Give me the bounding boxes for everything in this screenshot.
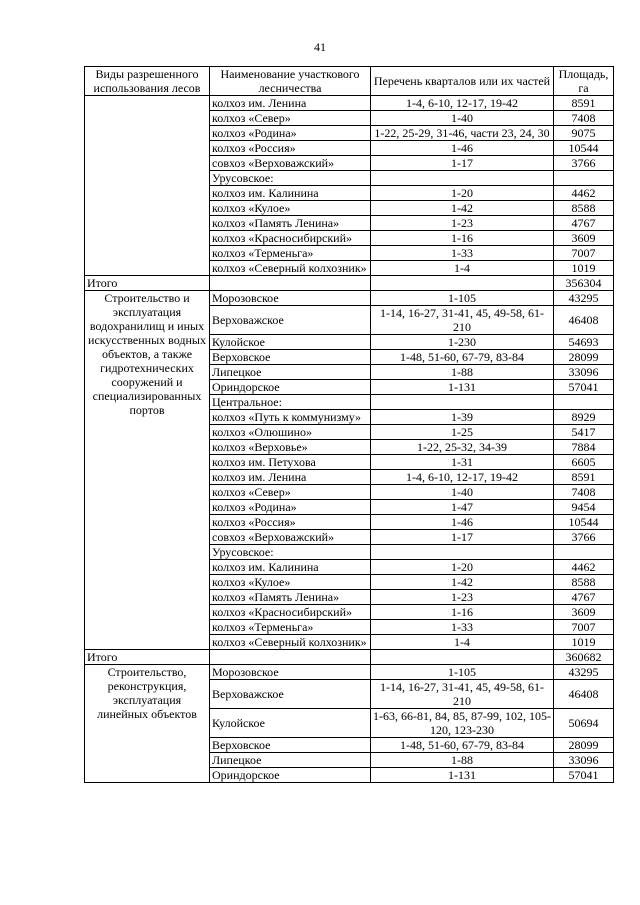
forestry-name-cell: Липецкое (210, 365, 371, 380)
table-body (85, 96, 614, 783)
area-cell: 10544 (554, 515, 614, 530)
area-cell: 3766 (554, 530, 614, 545)
forestry-name-cell: Урусовское: (210, 171, 371, 186)
quarters-cell: 1-4, 6-10, 12-17, 19-42 (371, 470, 554, 485)
quarters-cell: 1-22, 25-29, 31-46, части 23, 24, 30 (371, 126, 554, 141)
forestry-name-cell: колхоз «Верховье» (210, 440, 371, 455)
area-cell: 3766 (554, 156, 614, 171)
quarters-cell: 1-42 (371, 201, 554, 216)
use-type-cell: Строительство, реконструкция, эксплуатация линейных объектов (85, 665, 210, 783)
area-cell (554, 395, 614, 410)
area-cell: 4767 (554, 216, 614, 231)
area-cell: 7007 (554, 246, 614, 261)
quarters-cell: 1-4, 6-10, 12-17, 19-42 (371, 96, 554, 111)
area-cell: 46408 (554, 680, 614, 709)
forestry-name-cell: колхоз «Кулое» (210, 575, 371, 590)
quarters-cell: 1-88 (371, 753, 554, 768)
forestry-name-cell: колхоз «Память Ленина» (210, 216, 371, 231)
area-cell: 4462 (554, 186, 614, 201)
quarters-cell: 1-17 (371, 530, 554, 545)
quarters-cell: 1-105 (371, 665, 554, 680)
forestry-name-cell: Верховское (210, 738, 371, 753)
quarters-cell: 1-131 (371, 380, 554, 395)
quarters-cell: 1-46 (371, 141, 554, 156)
forestry-name-cell: колхоз «Россия» (210, 141, 371, 156)
forestry-name-cell: Верховажское (210, 306, 371, 335)
forest-use-table (84, 66, 614, 783)
quarters-cell: 1-230 (371, 335, 554, 350)
quarters-cell: 1-31 (371, 455, 554, 470)
forestry-name-cell: колхоз «Терменьга» (210, 620, 371, 635)
table-row (85, 665, 614, 680)
area-cell: 7408 (554, 111, 614, 126)
area-cell: 28099 (554, 350, 614, 365)
quarters-cell: 1-48, 51-60, 67-79, 83-84 (371, 350, 554, 365)
area-cell: 46408 (554, 306, 614, 335)
area-cell (554, 545, 614, 560)
forestry-name-cell: Липецкое (210, 753, 371, 768)
forestry-name-cell: колхоз «Красносибирский» (210, 231, 371, 246)
forestry-name-cell: колхоз «Родина» (210, 126, 371, 141)
area-cell: 9075 (554, 126, 614, 141)
forestry-name-cell: колхоз «Путь к коммунизму» (210, 410, 371, 425)
total-row (85, 276, 614, 291)
area-cell: 33096 (554, 753, 614, 768)
forestry-name-cell: колхоз «Память Ленина» (210, 590, 371, 605)
forestry-name-cell: Морозовское (210, 665, 371, 680)
quarters-cell: 1-88 (371, 365, 554, 380)
area-cell: 8588 (554, 201, 614, 216)
quarters-cell: 1-48, 51-60, 67-79, 83-84 (371, 738, 554, 753)
area-cell: 3609 (554, 231, 614, 246)
table-header-row (85, 67, 614, 96)
total-label: Итого (85, 650, 210, 665)
area-cell: 57041 (554, 380, 614, 395)
quarters-cell: 1-4 (371, 261, 554, 276)
quarters-cell: 1-47 (371, 500, 554, 515)
area-cell: 1019 (554, 261, 614, 276)
area-cell: 3609 (554, 605, 614, 620)
quarters-cell: 1-63, 66-81, 84, 85, 87-99, 102, 105-120, 123-230 (371, 709, 554, 738)
total-label: Итого (85, 276, 210, 291)
quarters-cell: 1-25 (371, 425, 554, 440)
header-forestry-name: Наименование участкового лесничества (210, 67, 371, 96)
forestry-name-cell: Кулойское (210, 709, 371, 738)
area-cell: 43295 (554, 291, 614, 306)
forestry-name-cell: Кулойское (210, 335, 371, 350)
quarters-cell: 1-40 (371, 485, 554, 500)
quarters-cell: 1-14, 16-27, 31-41, 45, 49-58, 61-210 (371, 306, 554, 335)
forestry-name-cell: колхоз «Северный колхозник» (210, 261, 371, 276)
header-use-type: Виды разрешенного использования лесов (85, 67, 210, 96)
quarters-cell: 1-33 (371, 246, 554, 261)
forestry-name-cell: колхоз им. Ленина (210, 470, 371, 485)
quarters-cell: 1-4 (371, 635, 554, 650)
area-cell: 28099 (554, 738, 614, 753)
quarters-cell: 1-17 (371, 156, 554, 171)
quarters-cell: 1-23 (371, 590, 554, 605)
forestry-name-cell: Верховское (210, 350, 371, 365)
area-cell: 8591 (554, 96, 614, 111)
forestry-name-cell: Морозовское (210, 291, 371, 306)
total-empty-cell (371, 650, 554, 665)
quarters-cell (371, 171, 554, 186)
area-cell: 9454 (554, 500, 614, 515)
forestry-name-cell: колхоз «Олюшино» (210, 425, 371, 440)
quarters-cell: 1-22, 25-32, 34-39 (371, 440, 554, 455)
area-cell: 54693 (554, 335, 614, 350)
quarters-cell: 1-105 (371, 291, 554, 306)
area-cell (554, 171, 614, 186)
total-value: 356304 (554, 276, 614, 291)
forestry-name-cell: колхоз «Родина» (210, 500, 371, 515)
forestry-name-cell: колхоз им. Калинина (210, 186, 371, 201)
quarters-cell: 1-14, 16-27, 31-41, 45, 49-58, 61-210 (371, 680, 554, 709)
forestry-name-cell: колхоз им. Ленина (210, 96, 371, 111)
area-cell: 7884 (554, 440, 614, 455)
quarters-cell: 1-33 (371, 620, 554, 635)
area-cell: 43295 (554, 665, 614, 680)
total-row (85, 650, 614, 665)
forestry-name-cell: Ориндорское (210, 380, 371, 395)
quarters-cell: 1-40 (371, 111, 554, 126)
forestry-name-cell: колхоз «Россия» (210, 515, 371, 530)
total-empty-cell (371, 276, 554, 291)
forestry-name-cell: Ориндорское (210, 768, 371, 783)
use-type-cell (85, 96, 210, 276)
forestry-name-cell: колхоз «Север» (210, 111, 371, 126)
quarters-cell: 1-20 (371, 186, 554, 201)
total-empty-cell (210, 650, 371, 665)
area-cell: 4462 (554, 560, 614, 575)
area-cell: 33096 (554, 365, 614, 380)
area-cell: 4767 (554, 590, 614, 605)
quarters-cell (371, 545, 554, 560)
header-quarters: Перечень кварталов или их частей (371, 67, 554, 96)
area-cell: 8588 (554, 575, 614, 590)
forestry-name-cell: совхоз «Верховажский» (210, 530, 371, 545)
table-row (85, 96, 614, 111)
forestry-name-cell: колхоз им. Петухова (210, 455, 371, 470)
total-empty-cell (210, 276, 371, 291)
area-cell: 6605 (554, 455, 614, 470)
forestry-name-cell: Центральное: (210, 395, 371, 410)
area-cell: 50694 (554, 709, 614, 738)
forestry-name-cell: совхоз «Верховажский» (210, 156, 371, 171)
forestry-name-cell: колхоз «Терменьга» (210, 246, 371, 261)
quarters-cell: 1-16 (371, 231, 554, 246)
area-cell: 57041 (554, 768, 614, 783)
quarters-cell: 1-42 (371, 575, 554, 590)
quarters-cell: 1-20 (371, 560, 554, 575)
quarters-cell: 1-23 (371, 216, 554, 231)
area-cell: 10544 (554, 141, 614, 156)
area-cell: 1019 (554, 635, 614, 650)
area-cell: 7408 (554, 485, 614, 500)
area-cell: 8929 (554, 410, 614, 425)
forestry-name-cell: Урусовское: (210, 545, 371, 560)
area-cell: 7007 (554, 620, 614, 635)
quarters-cell: 1-46 (371, 515, 554, 530)
quarters-cell: 1-39 (371, 410, 554, 425)
total-value: 360682 (554, 650, 614, 665)
page-number: 41 (314, 40, 326, 54)
table-row (85, 291, 614, 306)
area-cell: 5417 (554, 425, 614, 440)
forestry-name-cell: колхоз «Север» (210, 485, 371, 500)
forestry-name-cell: колхоз «Северный колхозник» (210, 635, 371, 650)
forestry-name-cell: Верховажское (210, 680, 371, 709)
quarters-cell: 1-131 (371, 768, 554, 783)
header-area: Площадь, га (554, 67, 614, 96)
quarters-cell: 1-16 (371, 605, 554, 620)
forestry-name-cell: колхоз им. Калинина (210, 560, 371, 575)
quarters-cell (371, 395, 554, 410)
area-cell: 8591 (554, 470, 614, 485)
forestry-name-cell: колхоз «Красносибирский» (210, 605, 371, 620)
forestry-name-cell: колхоз «Кулое» (210, 201, 371, 216)
use-type-cell: Строительство и эксплуатация водохранилищ и иных искусственных водных объектов, а также гидротехнических сооружений и специализированных портов (85, 291, 210, 650)
